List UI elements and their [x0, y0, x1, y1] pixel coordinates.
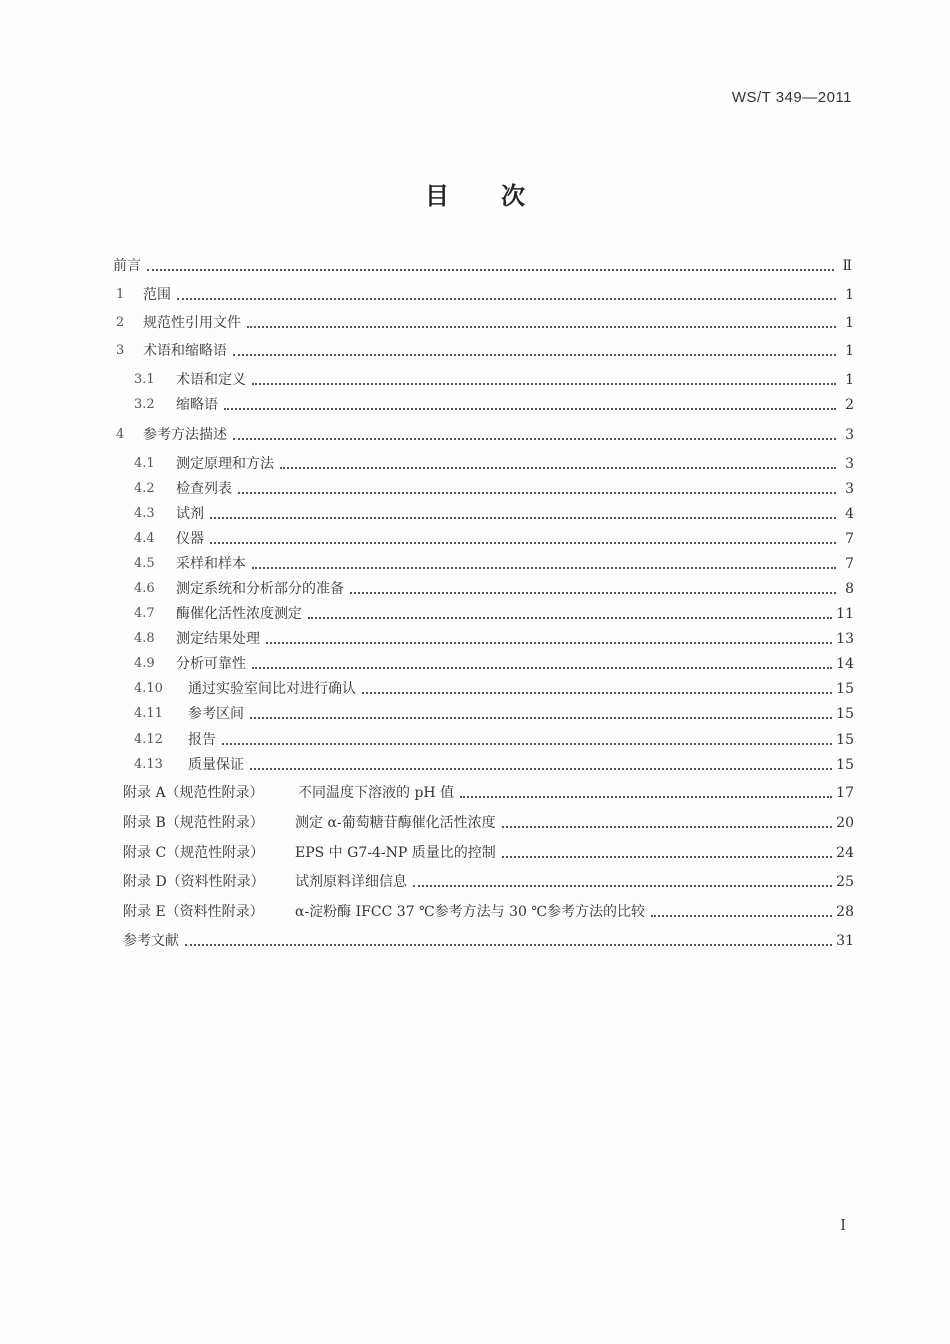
toc-entry-title: 术语和缩略语: [143, 343, 227, 359]
toc-leader-dots: [222, 742, 832, 745]
toc-entry[interactable]: [134, 454, 854, 474]
toc-entry-title: 测定系统和分析部分的准备: [176, 581, 344, 597]
toc-entry-page: 28: [836, 904, 854, 920]
toc-entry-title: 前言: [113, 258, 141, 274]
toc-leader-dots: [502, 855, 832, 858]
toc-entry[interactable]: [134, 370, 854, 390]
toc-entry[interactable]: [134, 479, 854, 499]
toc-entry-number: 附录 A（规范性附录）: [123, 785, 264, 801]
toc-entry-number: 1: [116, 287, 125, 302]
toc-leader-dots: [460, 795, 832, 798]
toc-entry[interactable]: [116, 313, 854, 333]
toc-entry[interactable]: [116, 285, 854, 305]
toc-entry-number: 附录 E（资料性附录）: [123, 904, 264, 920]
toc-title: [0, 176, 950, 211]
toc-leader-dots: [651, 914, 832, 917]
toc-leader-dots: [350, 591, 836, 594]
toc-entry-title: 参考区间: [188, 706, 244, 722]
toc-entry-title: 报告: [188, 732, 216, 748]
toc-entry[interactable]: [123, 902, 854, 922]
toc-entry[interactable]: [123, 783, 854, 803]
toc-entry-number: 附录 B（规范性附录）: [123, 815, 264, 831]
toc-entry-page: 11: [836, 606, 854, 622]
toc-entry-title: 参考方法描述: [143, 427, 227, 443]
toc-title-char-1: 目: [425, 182, 449, 210]
toc-entry[interactable]: [134, 529, 854, 549]
toc-entry-number: 4.9: [134, 656, 155, 671]
toc-entry-number: 4.8: [134, 631, 155, 646]
toc-entry-number: 3.1: [134, 372, 155, 387]
toc-entry[interactable]: [116, 341, 854, 361]
toc-entry-number: 4.3: [134, 506, 155, 521]
toc-leader-dots: [308, 616, 832, 619]
toc-leader-dots: [224, 407, 836, 410]
toc-entry-number: 4.12: [134, 732, 163, 747]
toc-entry[interactable]: [123, 813, 854, 833]
toc-leader-dots: [185, 943, 832, 946]
toc-entry-page: 1: [845, 372, 854, 388]
toc-entry-number: 附录 C（规范性附录）: [123, 845, 265, 861]
toc-entry-number: 3: [116, 343, 125, 358]
toc-entry-page: 1: [845, 343, 854, 359]
toc-leader-dots: [250, 767, 832, 770]
toc-entry-page: 1: [845, 287, 854, 303]
standard-code: WS/T 349—2011: [731, 89, 852, 106]
toc-entry[interactable]: [116, 425, 854, 445]
toc-entry-title: 测定原理和方法: [176, 456, 274, 472]
toc-entry-page: 15: [836, 757, 854, 773]
toc-entry-title: 酶催化活性浓度测定: [176, 606, 302, 622]
toc-leader-dots: [362, 691, 832, 694]
toc-leader-dots: [210, 516, 836, 519]
toc-entry-page: Ⅱ: [842, 258, 852, 274]
toc-entry-page: 15: [836, 732, 854, 748]
toc-leader-dots: [247, 325, 836, 328]
toc-leader-dots: [413, 884, 832, 887]
toc-entry-title: 试剂: [176, 506, 204, 522]
toc-entry[interactable]: [123, 872, 854, 892]
toc-entry-number: 4.13: [134, 757, 163, 772]
toc-entry-page: 20: [836, 815, 854, 831]
toc-leader-dots: [266, 641, 832, 644]
toc-entry[interactable]: [134, 579, 854, 599]
toc-leader-dots: [280, 466, 836, 469]
toc-entry-title: 规范性引用文件: [143, 315, 241, 331]
toc-leader-dots: [502, 825, 833, 828]
toc-entry-page: 15: [836, 681, 854, 697]
toc-leader-dots: [177, 297, 836, 300]
toc-entry-title: 质量保证: [188, 757, 244, 773]
toc-entry[interactable]: [134, 554, 854, 574]
page-number: I: [840, 1216, 846, 1234]
toc-entry-number: 4.4: [134, 531, 155, 546]
toc-entry[interactable]: [134, 395, 854, 415]
toc-leader-dots: [233, 437, 836, 440]
toc-entry-number: 4.6: [134, 581, 155, 596]
toc-entry-title: 测定结果处理: [176, 631, 260, 647]
toc-entry-number: 4.10: [134, 681, 163, 696]
toc-entry-title: 参考文献: [123, 933, 179, 949]
toc-title-char-2: 次: [501, 182, 525, 210]
toc-entry-page: 14: [836, 656, 854, 672]
toc-entry[interactable]: [134, 654, 854, 674]
toc-entry-title: 术语和定义: [176, 372, 246, 388]
toc-entry-number: 4.1: [134, 456, 155, 471]
toc-entry-number: 4: [116, 427, 125, 442]
toc-entry-page: 17: [836, 785, 854, 801]
toc-entry-page: 2: [845, 397, 854, 413]
toc-entry-number: 4.2: [134, 481, 155, 496]
toc-entry-title: 分析可靠性: [176, 656, 246, 672]
toc-leader-dots: [233, 353, 836, 356]
toc-entry[interactable]: [113, 256, 852, 276]
toc-entry[interactable]: [134, 504, 854, 524]
toc-entry[interactable]: [134, 604, 854, 624]
toc-entry-title: EPS 中 G7-4-NP 质量比的控制: [295, 845, 496, 861]
toc-entry-number: 附录 D（资料性附录）: [123, 874, 265, 890]
toc-entry[interactable]: [123, 843, 854, 863]
toc-entry-number: 4.7: [134, 606, 155, 621]
toc-entry-page: 13: [836, 631, 854, 647]
toc-leader-dots: [252, 666, 832, 669]
toc-entry-title: 缩略语: [176, 397, 218, 413]
toc-entry-page: 25: [836, 874, 854, 890]
toc-entry[interactable]: [134, 704, 854, 724]
toc-leader-dots: [252, 382, 836, 385]
toc-entry-page: 3: [845, 481, 854, 497]
toc-entry-title: 试剂原料详细信息: [295, 874, 407, 890]
toc-entry[interactable]: [134, 679, 854, 699]
toc-entry-number: 4.11: [134, 706, 163, 721]
toc-entry-page: 1: [845, 315, 854, 331]
toc-entry-title: 采样和样本: [176, 556, 246, 572]
toc-entry-page: 3: [845, 427, 854, 443]
toc-entry-page: 7: [845, 556, 854, 572]
toc-entry-number: 4.5: [134, 556, 155, 571]
toc-entry-number: 3.2: [134, 397, 155, 412]
toc-entry-title: 通过实验室间比对进行确认: [188, 681, 356, 697]
toc-entry-title: α-淀粉酶 IFCC 37 ℃参考方法与 30 ℃参考方法的比较: [295, 904, 646, 920]
toc-entry[interactable]: [123, 931, 854, 951]
toc-entry-title: 测定 α-葡萄糖苷酶催化活性浓度: [295, 815, 496, 831]
toc-entry-page: 4: [845, 506, 854, 522]
toc-entry[interactable]: [134, 629, 854, 649]
toc-entry[interactable]: [134, 755, 854, 775]
toc-entry-number: 2: [116, 315, 125, 330]
toc-entry[interactable]: [134, 730, 854, 750]
toc-entry-title: 不同温度下溶液的 pH 值: [298, 785, 455, 801]
toc-leader-dots: [250, 716, 832, 719]
toc-entry-title: 范围: [143, 287, 171, 303]
toc-leader-dots: [252, 566, 836, 569]
toc-entry-page: 3: [845, 456, 854, 472]
toc-leader-dots: [210, 541, 836, 544]
toc-entry-title: 仪器: [176, 531, 204, 547]
toc-leader-dots: [238, 491, 836, 494]
toc-entry-page: 7: [845, 531, 854, 547]
toc-entry-page: 31: [836, 933, 854, 949]
toc-entry-page: 24: [836, 845, 854, 861]
toc-entry-page: 15: [836, 706, 854, 722]
toc-entry-title: 检查列表: [176, 481, 232, 497]
toc-entry-page: 8: [845, 581, 854, 597]
toc-leader-dots: [147, 268, 834, 271]
